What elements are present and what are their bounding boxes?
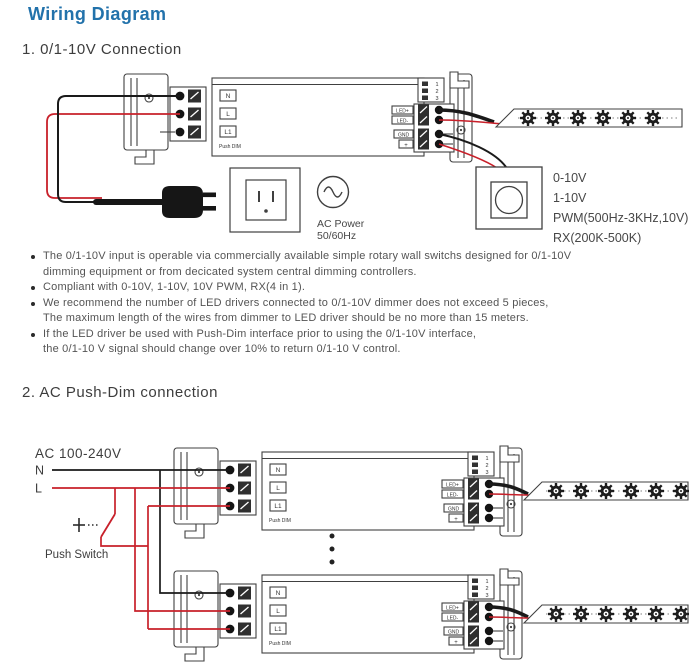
- diagram-ac-push-dim-connection: [0, 422, 700, 666]
- note-line: If the LED driver be used with Push-Dim interface prior to using the 0/1-10V interface,: [43, 327, 477, 340]
- ac-supply-label: AC 100-240V: [35, 446, 122, 461]
- signal-rx: RX(200K-500K): [553, 231, 642, 245]
- note-item: [30, 249, 685, 280]
- switch-output-wire: [101, 537, 148, 546]
- rotary-dimmer-icon: [476, 167, 542, 229]
- note-line: The maximum length of the wires from dimmer to LED driver should be no more than 15 meters.: [43, 312, 529, 324]
- section1-heading: 1. 0/1-10V Connection: [22, 41, 182, 58]
- ac-plug-icon: [162, 186, 216, 218]
- note-line: Compliant with 0-10V, 1-10V, 10V PWM, RX(4 in 1).: [43, 281, 306, 293]
- led-strip: [439, 109, 682, 127]
- diagram-0-1-10v-connection: [0, 60, 700, 250]
- ellipsis-more-drivers: [330, 534, 335, 565]
- wall-outlet-icon: [230, 168, 300, 232]
- note-line: dimming equipment or from decicated system central dimming controllers.: [43, 265, 417, 278]
- push-switch-symbol: [45, 514, 115, 561]
- ac-power-label-1: AC Power: [317, 218, 365, 230]
- section2-heading: 2. AC Push-Dim connection: [22, 384, 218, 401]
- note-line: The 0/1-10V input is operable via commercially available simple rotary wall switchs designed for 0/1-10V: [43, 250, 572, 262]
- note-item: [30, 296, 685, 327]
- note-line: We recommend the number of LED drivers connected to 0/1-10V dimmer does not exceed 5 pieces,: [43, 296, 549, 309]
- signal-pwm: PWM(500Hz-3KHz,10V): [553, 211, 689, 225]
- page-title: Wiring Diagram: [28, 4, 167, 24]
- notes-list: [30, 249, 685, 358]
- signal-1-10v: 1-10V: [553, 191, 587, 205]
- live-label: L: [35, 481, 42, 496]
- led-driver-unit: [174, 446, 522, 538]
- note-line: the 0/1-10 V signal should change over 10% to return 0/1-10 V control.: [43, 343, 401, 355]
- led-driver-unit: [124, 72, 472, 164]
- dimmer-signal-list: [553, 171, 688, 245]
- ac-power-label-2: 50/60Hz: [317, 230, 357, 242]
- push-switch-label: Push Switch: [45, 549, 109, 561]
- note-item: [30, 327, 685, 358]
- note-item: [30, 280, 685, 296]
- signal-0-10v: 0-10V: [553, 171, 587, 185]
- ac-power-symbol: [317, 177, 365, 243]
- led-driver-unit: [174, 569, 522, 661]
- neutral-label: N: [35, 463, 45, 478]
